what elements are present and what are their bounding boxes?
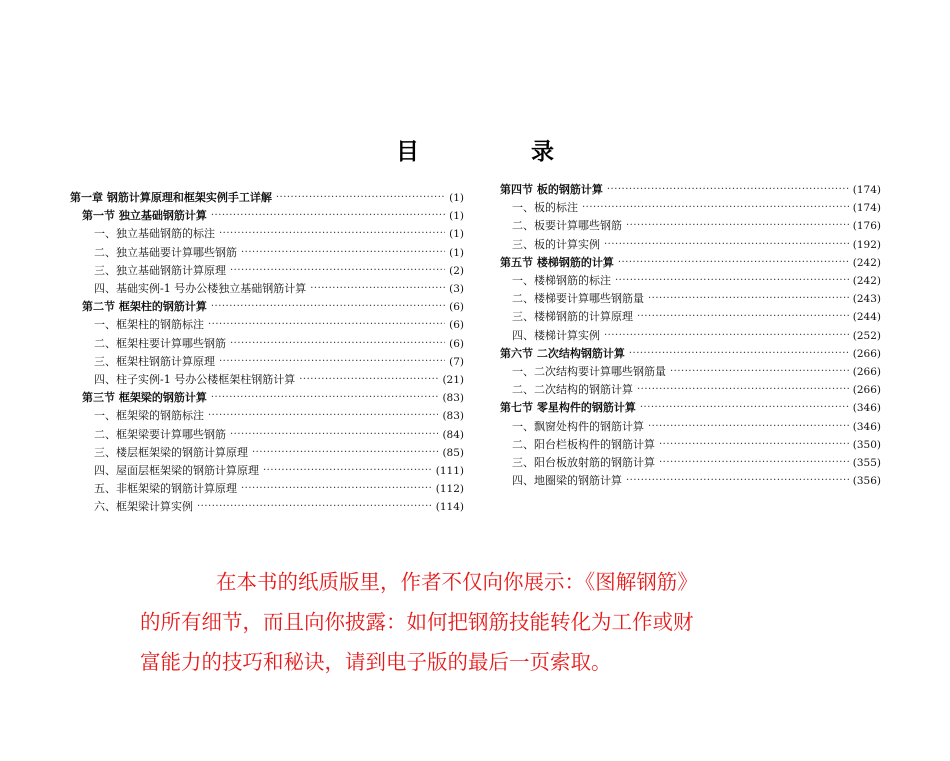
- toc-entry-page: (192): [852, 238, 881, 251]
- toc-entry-page: (111): [435, 465, 464, 477]
- promo-text: [140, 562, 820, 682]
- toc-entry: [70, 189, 464, 207]
- toc-entry-page: (176): [852, 220, 881, 233]
- toc-entry-label: 二、独立基础要计算哪些钢筋: [94, 245, 237, 259]
- toc-entry: [500, 254, 881, 272]
- toc-entry: [500, 436, 881, 454]
- toc-entry: [500, 290, 881, 308]
- toc-entry: [70, 371, 464, 389]
- toc-leader-dots: [219, 353, 445, 371]
- toc-entry: [500, 363, 881, 381]
- toc-leader-dots: [648, 418, 849, 436]
- toc-entry-page: (1): [449, 192, 464, 204]
- toc-entry-label: 第一节 独立基础钢筋计算: [82, 209, 207, 223]
- toc-entry-page: (7): [449, 355, 464, 368]
- toc-entry-page: (242): [852, 256, 881, 269]
- toc-entry-label: 四、柱子实例-1 号办公楼框架柱钢筋计算: [94, 373, 296, 386]
- toc-entry-page: (244): [852, 311, 881, 324]
- toc-entry-page: (266): [852, 366, 881, 378]
- toc-entry-label: 三、框架柱钢筋计算原理: [94, 354, 215, 368]
- toc-leader-dots: [208, 316, 445, 334]
- toc-entry: [70, 389, 464, 407]
- toc-entry-page: (1): [449, 246, 464, 259]
- toc-entry-label: 六、框架梁计算实例: [94, 500, 193, 514]
- promo-line-2: 的所有细节，而且向你披露：如何把钢筋技能转化为工作或财: [140, 610, 694, 634]
- toc-entry-page: (174): [852, 202, 881, 215]
- toc-entry-label: 四、基础实例-1 号办公楼独立基础钢筋计算: [94, 282, 307, 295]
- toc-entry: [70, 280, 464, 298]
- toc-leader-dots: [615, 272, 849, 290]
- toc-entry-page: (252): [852, 329, 881, 342]
- toc-entry-page: (242): [852, 275, 881, 287]
- toc-entry: [500, 399, 881, 417]
- toc-entry-label: 一、框架柱的钢筋标注: [94, 318, 204, 332]
- toc-entry: [70, 444, 464, 462]
- toc-leader-dots: [637, 308, 849, 326]
- toc-leader-dots: [659, 436, 849, 454]
- toc-entry: [500, 327, 881, 345]
- toc-entry-label: 三、楼层框架梁的钢筋计算原理: [94, 445, 248, 459]
- toc-entry-label: 三、阳台板放射筋的钢筋计算: [512, 456, 655, 469]
- toc-entry-label: 第七节 零星构件的钢筋计算: [500, 401, 636, 415]
- toc-entry-page: (346): [852, 420, 881, 433]
- toc-entry: [70, 498, 464, 516]
- toc-entry: [500, 236, 881, 254]
- toc-entry-label: 三、板的计算实例: [512, 237, 600, 251]
- toc-entry-label: 第五节 楼梯钢筋的计算: [500, 255, 614, 269]
- toc-entry: [500, 181, 881, 199]
- toc-entry-label: 二、阳台栏板构件的钢筋计算: [512, 437, 655, 451]
- toc-entry-page: (6): [449, 319, 464, 332]
- toc-entry-label: 一、独立基础钢筋的标注: [94, 227, 215, 241]
- toc-entry-label: 四、地圈梁的钢筋计算: [512, 474, 622, 488]
- toc-entry-page: (112): [435, 483, 464, 496]
- toc-entry-label: 四、楼梯计算实例: [512, 328, 600, 342]
- toc-entry-page: (266): [852, 347, 881, 360]
- toc-entry-label: 第三节 框架梁的钢筋计算: [82, 391, 207, 405]
- toc-entry-label: 二、板要计算哪些钢筋: [512, 219, 622, 233]
- toc-entry-label: 五、非框架梁的钢筋计算原理: [94, 482, 237, 496]
- toc-entry: [500, 272, 881, 290]
- toc-entry-label: 二、二次结构的钢筋计算: [512, 383, 633, 397]
- toc-leader-dots: [252, 444, 438, 462]
- toc-entry-label: 四、屋面层框架梁的钢筋计算原理: [94, 464, 259, 477]
- toc-entry: [70, 207, 464, 225]
- toc-entry: [500, 418, 881, 436]
- toc-entry-label: 二、楼梯要计算哪些钢筋量: [512, 292, 644, 306]
- toc-entry: [70, 407, 464, 425]
- toc-entry-page: (84): [442, 428, 464, 441]
- toc-leader-dots: [626, 217, 849, 235]
- toc-entry-label: 一、板的标注: [512, 201, 578, 215]
- toc-entry-label: 第一章 钢筋计算原理和框架实例手工详解: [70, 191, 272, 204]
- promo-line-3: 富能力的技巧和秘诀，请到电子版的最后一页索取。: [140, 650, 612, 674]
- toc-entry-page: (350): [852, 438, 881, 451]
- toc-entry-page: (1): [449, 210, 464, 223]
- toc-leader-dots: [629, 345, 849, 363]
- toc-entry-page: (2): [449, 264, 464, 277]
- toc-leader-dots: [640, 399, 849, 417]
- toc-entry-page: (83): [442, 410, 464, 423]
- toc-entry: [70, 462, 464, 480]
- toc-entry-label: 一、框架梁的钢筋标注: [94, 409, 204, 423]
- toc-leader-dots: [211, 298, 445, 316]
- toc-entry: [500, 308, 881, 326]
- toc-entry-page: (355): [852, 457, 881, 469]
- toc-leader-dots: [197, 498, 432, 516]
- toc-leader-dots: [211, 207, 445, 225]
- toc-entry: [70, 225, 464, 243]
- toc-entry-label: 三、独立基础钢筋计算原理: [94, 263, 226, 277]
- toc-entry-page: (6): [449, 301, 464, 314]
- toc-leader-dots: [263, 462, 432, 480]
- toc-entry: [500, 217, 881, 235]
- toc-entry-label: 第二节 框架柱的钢筋计算: [82, 300, 207, 314]
- toc-entry: [70, 262, 464, 280]
- toc-leader-dots: [230, 262, 445, 280]
- toc-leader-dots: [241, 480, 432, 498]
- toc-leader-dots: [659, 454, 849, 472]
- toc-leader-dots: [607, 181, 849, 199]
- toc-entry-page: (83): [442, 392, 464, 405]
- toc-entry-label: 一、楼梯钢筋的标注: [512, 274, 611, 287]
- toc-entry: [500, 381, 881, 399]
- toc-entry-page: (266): [852, 384, 881, 397]
- toc-leader-dots: [604, 327, 849, 345]
- toc-entry: [70, 426, 464, 444]
- toc-entry: [500, 199, 881, 217]
- toc-leader-dots: [604, 236, 849, 254]
- page-title: 目 录: [395, 139, 606, 165]
- toc-leader-dots: [230, 335, 445, 353]
- toc-entry: [70, 353, 464, 371]
- toc-entry: [70, 244, 464, 262]
- toc-leader-dots: [219, 225, 445, 243]
- toc-leader-dots: [637, 381, 849, 399]
- toc-leader-dots: [299, 371, 438, 389]
- toc-entry-label: 第六节 二次结构钢筋计算: [500, 346, 625, 360]
- toc-entry-page: (356): [852, 475, 881, 488]
- toc-entry-page: (114): [435, 501, 464, 514]
- toc-entry: [500, 472, 881, 490]
- toc-entry-page: (21): [442, 374, 464, 386]
- toc-entry-page: (6): [449, 337, 464, 350]
- toc-entry-label: 三、楼梯钢筋的计算原理: [512, 310, 633, 324]
- toc-entry-label: 一、飘窗处构件的钢筋计算: [512, 419, 644, 433]
- toc-entry: [70, 298, 464, 316]
- toc-leader-dots: [626, 472, 849, 490]
- toc-leader-dots: [276, 189, 445, 207]
- toc-entry: [500, 454, 881, 472]
- toc-entry: [70, 316, 464, 334]
- toc-entry-label: 第四节 板的钢筋计算: [500, 183, 603, 196]
- toc-leader-dots: [208, 407, 438, 425]
- toc-entry-page: (1): [449, 228, 464, 241]
- toc-entry-page: (85): [442, 446, 464, 459]
- toc-entry-page: (174): [852, 184, 881, 196]
- toc-leader-dots: [648, 290, 849, 308]
- toc-entry-label: 一、二次结构要计算哪些钢筋量: [512, 365, 666, 378]
- toc-entry-page: (3): [449, 283, 464, 295]
- toc-entry-page: (243): [852, 293, 881, 306]
- toc-leader-dots: [241, 244, 445, 262]
- toc-entry-page: (346): [852, 402, 881, 415]
- toc-leader-dots: [582, 199, 849, 217]
- toc-entry-label: 二、框架柱要计算哪些钢筋: [94, 336, 226, 350]
- toc-entry: [70, 480, 464, 498]
- toc-leader-dots: [618, 254, 849, 272]
- toc-leader-dots: [211, 389, 439, 407]
- toc-leader-dots: [310, 280, 445, 298]
- toc-entry-label: 二、框架梁要计算哪些钢筋: [94, 427, 226, 441]
- toc-entry: [70, 335, 464, 353]
- promo-line-1: 在本书的纸质版里，作者不仅向你展示：《图解钢筋》: [216, 570, 698, 594]
- toc-entry: [500, 345, 881, 363]
- toc-leader-dots: [230, 426, 438, 444]
- toc-leader-dots: [670, 363, 849, 381]
